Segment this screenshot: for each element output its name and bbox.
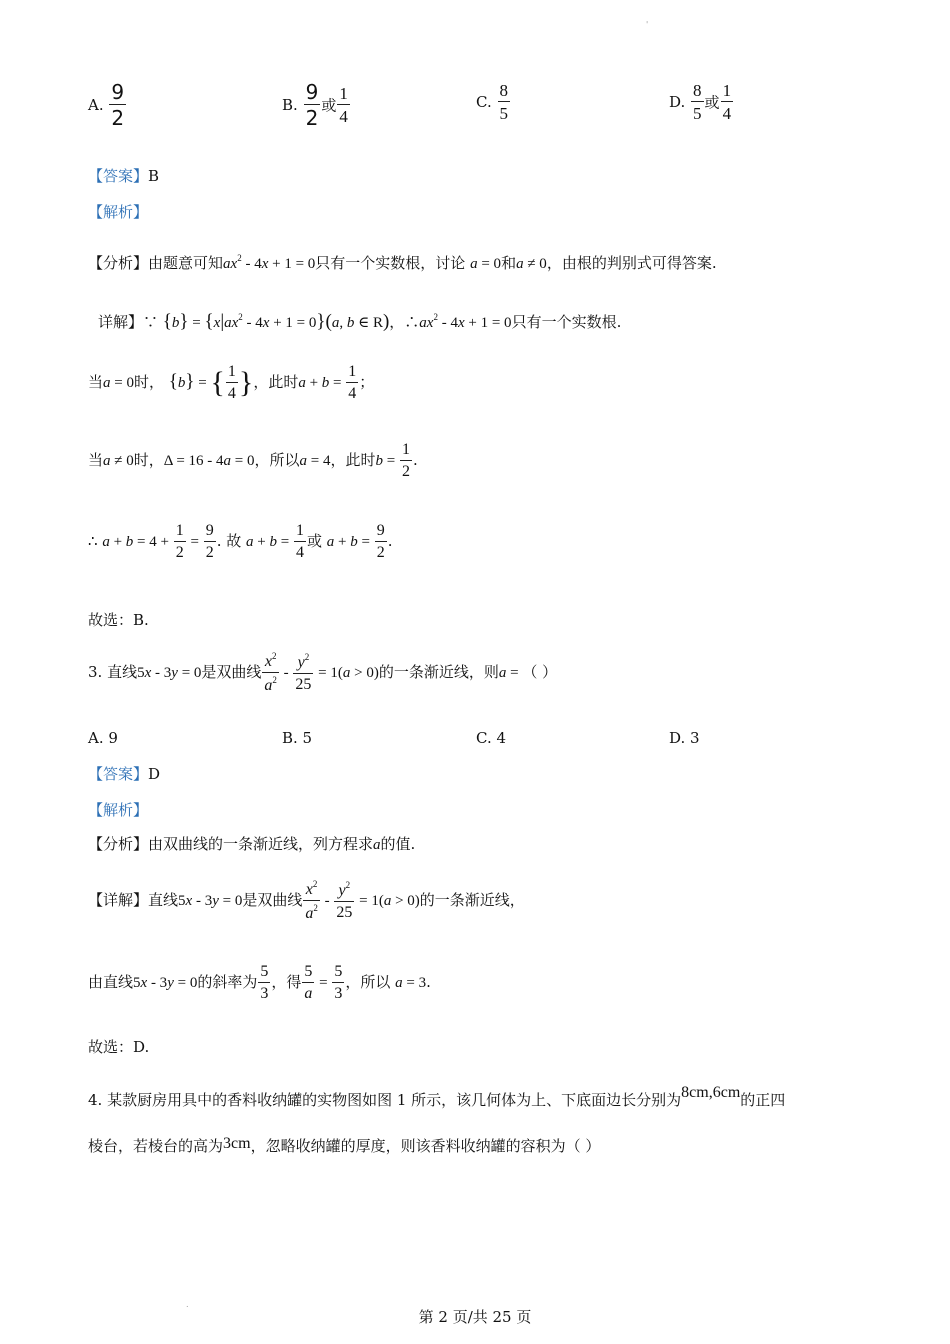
- q2-case-a-nonzero: 当a ≠ 0时，Δ = 16 - 4a = 0，所以a = 4，此时b = $\frac{1}{2}$ .: [88, 441, 418, 480]
- q3-slope: 由直线5x - 3y = 0的斜率为 $\frac{5}{3}$ ，得 $\frac{5}{a}$ = $\frac{5}{3}$ ，所以 a = 3.: [88, 963, 431, 1002]
- option-d: D. $\frac{8}{5}$ 或 $\frac{1}{4}$: [669, 81, 732, 123]
- q4-line2: 棱台，若棱台的高为3cm，忽略收纳罐的厚度，则该香料收纳罐的容积为（ ）: [88, 1135, 601, 1155]
- corner-mark: ': [646, 20, 649, 29]
- page-footer: 第 2 页/共 25 页: [418, 1308, 532, 1326]
- q3-option-d: D. 3: [669, 729, 700, 747]
- q3-option-b: B. 5: [282, 729, 313, 747]
- q2-fenxi: 【分析】由题意可知$ax^2 - 4x + 1 = 0$只有一个实数根，讨论 a = 0和a ≠ 0，由根的判别式可得答案.: [88, 253, 717, 272]
- option-a: A. $\frac{9}{2}$: [88, 80, 125, 130]
- option-b: B. $\frac{9}{2}$ 或 $\frac{1}{4}$: [282, 80, 348, 130]
- q2-conclusion: ∴ a + b = 4 + $\frac{1}{2}$ = $\frac{9}{2}$ . 故 a + b = $\frac{1}{4}$ 或 a + b = $\frac{9}{2}$ .: [88, 522, 393, 561]
- q2-choose: 故选：B.: [88, 611, 149, 629]
- q3-analysis-heading: 【解析】: [88, 801, 149, 819]
- option-c: C. $\frac{8}{5}$: [476, 81, 508, 123]
- corner-mark: .: [186, 1300, 189, 1309]
- q2-answer: 【答案】B: [88, 167, 160, 185]
- q3-option-a: A. 9: [88, 729, 118, 747]
- q3-choose: 故选：D.: [88, 1038, 150, 1056]
- q4-line1: 4. 某款厨房用具中的香料收纳罐的实物图如图 1 所示，该几何体为上、下底面边长分别为8cm,6cm的正四: [88, 1084, 786, 1109]
- q3-answer: 【答案】D: [88, 765, 161, 783]
- q2-analysis-heading: 【解析】: [88, 203, 149, 221]
- q3-stem: 3. 直线5x - 3y = 0是双曲线 $\frac{x^2}{a^2}$ - $\frac{y^2}{25}$ = 1(a > 0)的一条渐近线，则a = （ ）: [88, 651, 558, 694]
- q3-option-c: C. 4: [476, 729, 507, 747]
- q3-fenxi: 【分析】由双曲线的一条渐近线，列方程求a的值.: [88, 835, 416, 853]
- q2-case-a-zero: 当a = 0时， {b} = { $\frac{1}{4}$ }，此时a + b = $\frac{1}{4}$ ；: [88, 363, 375, 402]
- q2-xiangjie: 详解】∵ $\{b\} = \{x|ax^2 - 4x + 1 = 0\}(a$, b ∈ R)，$\therefore ax^2 - 4x + 1 = 0$只有一个实数根.: [98, 311, 622, 332]
- q3-xiangjie: 【详解】直线5x - 3y = 0是双曲线 $\frac{x^2}{a^2}$ - $\frac{y^2}{25}$ = 1(a > 0)的一条渐近线，: [88, 879, 525, 922]
